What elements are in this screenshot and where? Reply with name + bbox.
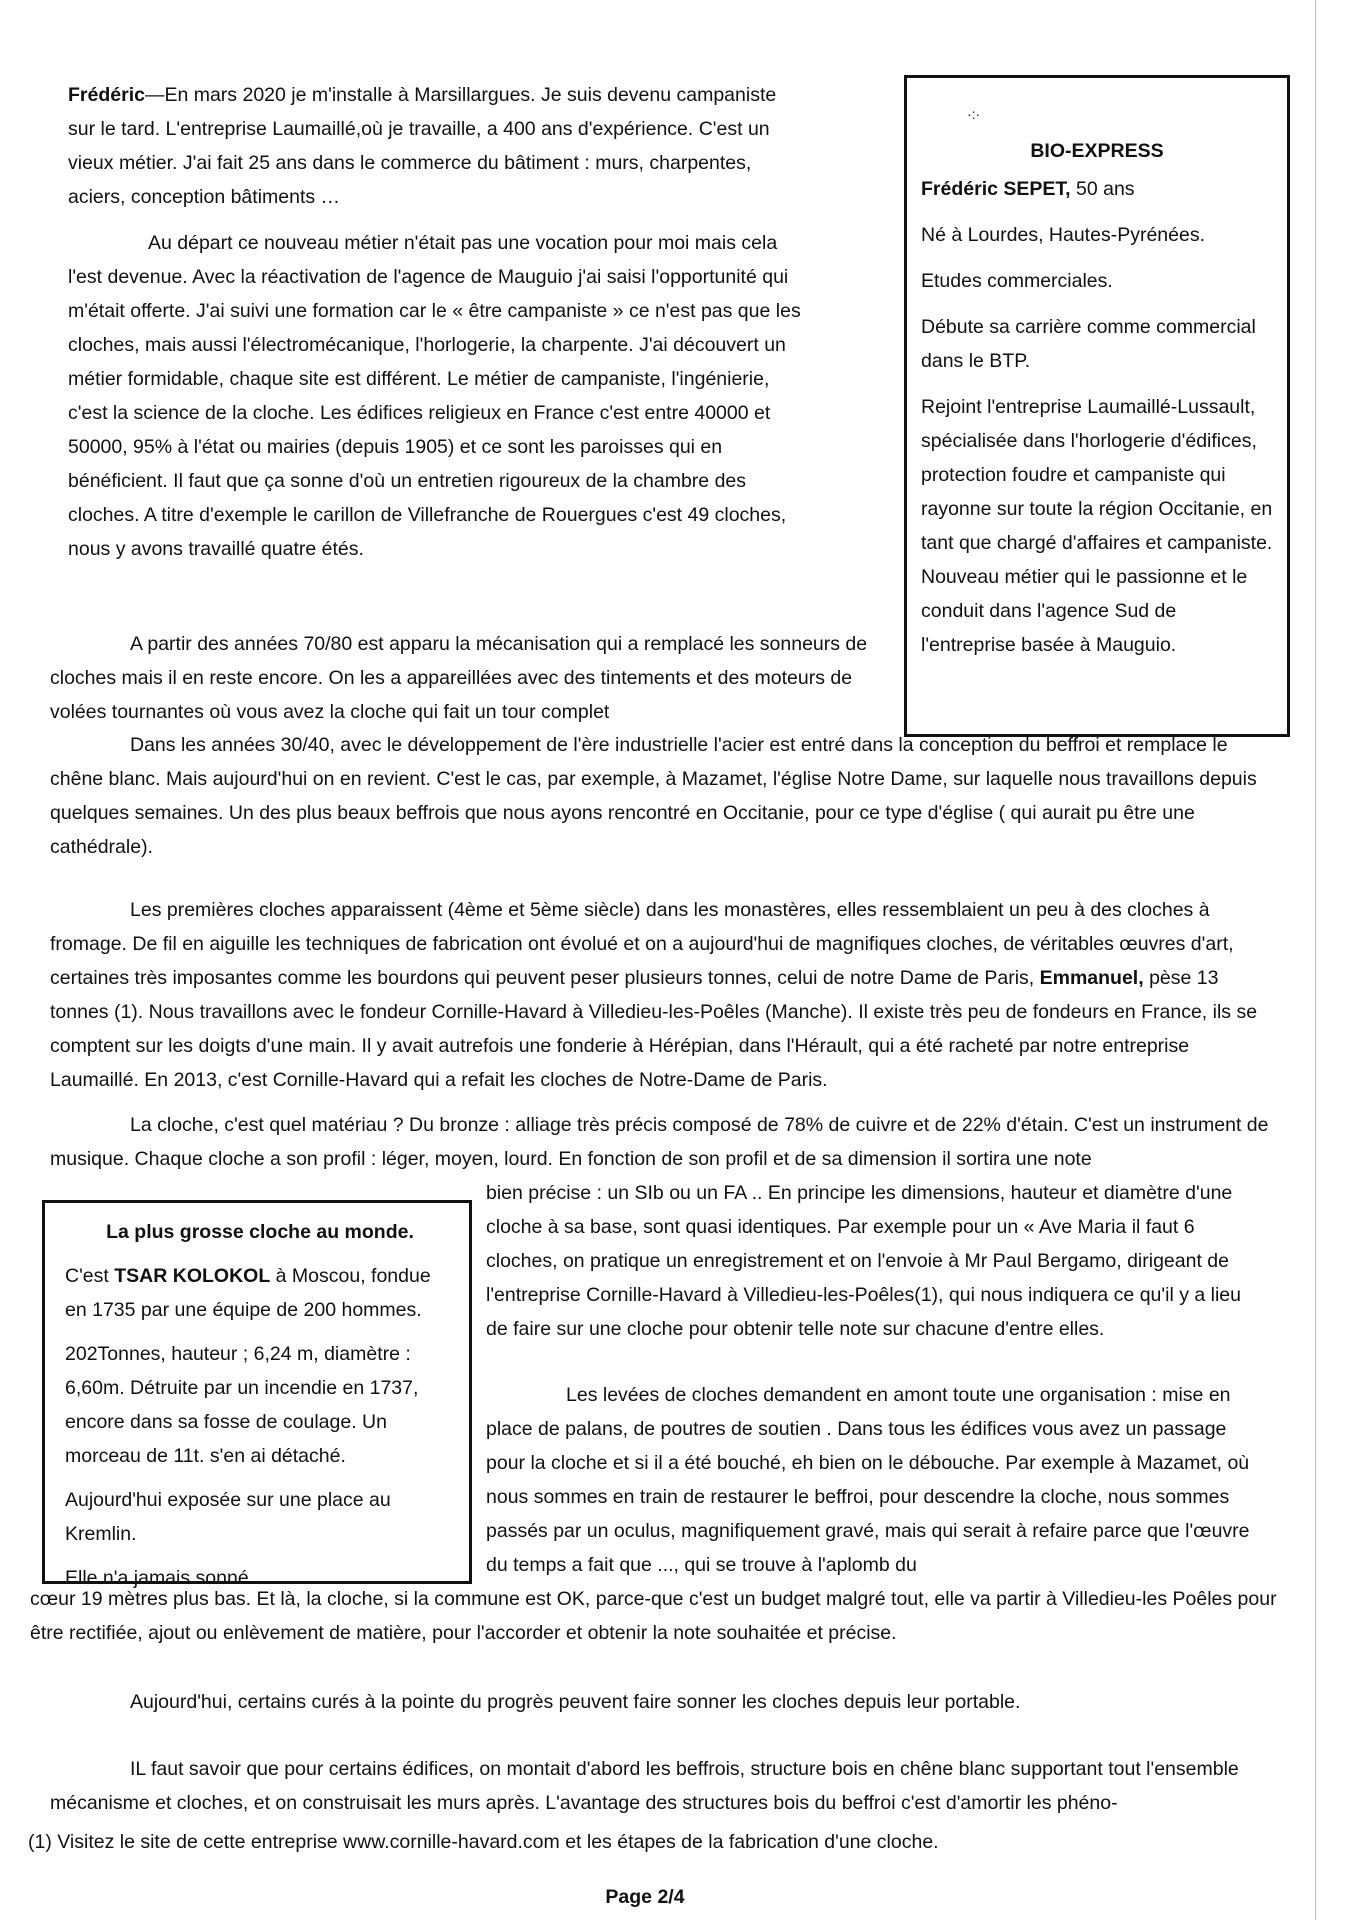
emmanuel-name: Emmanuel, [1039, 967, 1144, 989]
ink-mark: ·:· [967, 106, 981, 122]
page-number: Page 2/4 [605, 1886, 685, 1908]
bio-express-box [904, 75, 1290, 737]
bio-name-line [921, 172, 1273, 206]
bio-name: Frédéric SEPET, [921, 178, 1071, 200]
footnote: (1) Visitez le site de cette entreprise www.cornille-havard.com et les étapes de la fabrication d'une cloche. [28, 1831, 939, 1853]
levees-paragraph-continued: cœur 19 mètres plus bas. Et là, la cloche, si la commune est OK, parce-que c'est un budget malgré tout, elle va partir à Villedieu-les Poêles pour être rectifiée, ajout ou enlèvement de matière, pour l'accorder et obtenir la note souhaitée et précise. [30, 1588, 1277, 1644]
premieres-text-a: Les premières cloches apparaissent (4ème et 5ème siècle) dans les monastères, elles ressemblaient un peu à des cloches à fromage. De fil en aiguille les techniques de fabrication ont évolué et on a aujourd'hui de magnifiques cloches, de véritables œuvres d'art, certaines très imposantes comme les bourdons qui peuvent peser plusieurs tonnes, celui de notre Dame de Paris, [50, 899, 1234, 989]
portable-paragraph: Aujourd'hui, certains curés à la pointe du progrès peuvent faire sonner les cloches depuis leur portable. [130, 1691, 1021, 1713]
bell-intro: C'est [65, 1265, 115, 1287]
largest-bell-fact-2: 202Tonnes, hauteur ; 6,24 m, diamètre : 6,60m. Détruite par un incendie en 1737, encore dans sa fosse de coulage. Un morceau de 11t. s'en ai détaché. [65, 1343, 419, 1467]
bio-born: Né à Lourdes, Hautes-Pyrénées. [921, 224, 1205, 246]
bio-career-start: Débute sa carrière comme commercial dans le BTP. [921, 316, 1256, 372]
bell-fact-1-text: à Moscou, fondue en 1735 par une équipe de 200 hommes. [65, 1265, 431, 1321]
largest-bell-fact-1 [65, 1259, 455, 1327]
depart-paragraph: Au départ ce nouveau métier n'était pas une vocation pour moi mais cela l'est devenue. Avec la réactivation de l'agence de Mauguio j'ai saisi l'opportunité qui m'était offerte. J'ai suivi une formation car le « être campaniste » ce n'est pas que les cloches, mais aussi l'électromécanique, l'horlogerie, la charpente. J'ai découvert un métier formidable, chaque site est différent. Le métier de campaniste, l'ingénierie, c'est la science de la cloche. Les édifices religieux en France c'est entre 40000 et 50000, 95% à l'état ou mairies (depuis 1905) et ce sont les paroisses qui en bénéficient. Il faut que ça sonne d'où un entretien rigoureux de la chambre des cloches. A titre d'exemple le carillon de Villefranche de Rouergues c'est 49 cloches, nous y avons travaillé quatre étés. [68, 232, 801, 560]
levees-paragraph-start: Les levées de cloches demandent en amont toute une organisation : mise en place de palans, de poutres de soutien . Dans tous les édifices vous avez un passage pour la cloche et si il a été bouché, eh bien on le débouche. Par exemple à Mazamet, où nous sommes en train de restaurer le beffroi, pour descendre la cloche, nous sommes passés par un oculus, magnifiquement gravé, mais qui serait à refaire parce que l'œuvre du temps a fait que ..., qui se trouve à l'aplomb du [486, 1384, 1250, 1576]
cloche-paragraph-start: La cloche, c'est quel matériau ? Du bronze : alliage très précis composé de 78% de cuivre et de 22% d'étain. C'est un instrument de musique. Chaque cloche a son profil : léger, moyen, lourd. En fonction de son profil et de sa dimension il sortira une note [50, 1114, 1269, 1170]
premieres-cloches-paragraph [50, 893, 1280, 1097]
bio-studies: Etudes commerciales. [921, 270, 1113, 292]
beffrois-paragraph: IL faut savoir que pour certains édifices, on montait d'abord les beffrois, structure bois en chêne blanc supportant tout l'ensemble mécanisme et cloches, et on construisait les murs après. L'avantage des structures bois du beffroi c'est d'amortir les phéno- [50, 1758, 1239, 1814]
speaker-name: Frédéric [68, 84, 145, 106]
page-edge-line [1315, 0, 1316, 1920]
beffroi-paragraph: Dans les années 30/40, avec le développement de l'ère industrielle l'acier est entré dans la conception du beffroi et remplace le chêne blanc. Mais aujourd'hui on en revient. C'est le cas, par exemple, à Mazamet, l'église Notre Dame, sur laquelle nous travaillons depuis quelques semaines. Un des plus beaux beffrois que nous ayons rencontré en Occitanie, pour ce type d'église ( qui aurait pu être une cathédrale). [50, 734, 1257, 858]
largest-bell-fact-3: Aujourd'hui exposée sur une place au Kremlin. [65, 1489, 391, 1545]
bio-express-title: BIO-EXPRESS [1030, 140, 1164, 162]
intro-text: —En mars 2020 je m'installe à Marsillargues. Je suis devenu campaniste sur le tard. L'entreprise Laumaillé,où je travaille, a 400 ans d'expérience. C'est un vieux métier. J'ai fait 25 ans dans le commerce du bâtiment : murs, charpentes, aciers, conception bâtiments … [68, 84, 777, 208]
largest-bell-fact-4: Elle n'a jamais sonné. [65, 1567, 255, 1589]
largest-bell-title: La plus grosse cloche au monde. [106, 1221, 414, 1243]
bio-age: 50 ans [1070, 178, 1135, 200]
bio-career-join: Rejoint l'entreprise Laumaillé-Lussault, spécialisée dans l'horlogerie d'édifices, protection foudre et campaniste qui rayonne sur toute la région Occitanie, en tant que chargé d'affaires et campaniste. Nouveau métier qui le passionne et le conduit dans l'agence Sud de l'entreprise basée à Mauguio. [921, 396, 1273, 656]
bell-name: TSAR KOLOKOL [114, 1265, 271, 1287]
intro-paragraph [68, 78, 803, 214]
mecanisation-paragraph: A partir des années 70/80 est apparu la mécanisation qui a remplacé les sonneurs de cloches mais il en reste encore. On les a appareillées avec des tintements et des moteurs de volées tournantes où vous avez la cloche qui fait un tour complet [50, 633, 868, 723]
cloche-paragraph-continued: bien précise : un SIb ou un FA .. En principe les dimensions, hauteur et diamètre d'une cloche à sa base, sont quasi identiques. Par exemple pour un « Ave Maria il faut 6 cloches, on pratique un enregistrement et on l'envoie à Mr Paul Bergamo, dirigeant de l'entreprise Cornille-Havard à Villedieu-les-Poêles(1), qui nous indiquera ce qu'il y a lieu de faire sur une cloche pour obtenir telle note sur chacune d'entre elles. [486, 1182, 1241, 1340]
largest-bell-box [42, 1200, 472, 1589]
premieres-text-b: pèse 13 tonnes (1). Nous travaillons avec le fondeur Cornille-Havard à Villedieu-les-Poêles (Manche). Il existe très peu de fondeurs en France, ils se comptent sur les doigts d'une main. Il y avait autrefois une fonderie à Hérépian, dans l'Hérault, qui a été racheté par notre entreprise Laumaillé. En 2013, c'est Cornille-Havard qui a refait les cloches de Notre-Dame de Paris. [50, 967, 1258, 1091]
